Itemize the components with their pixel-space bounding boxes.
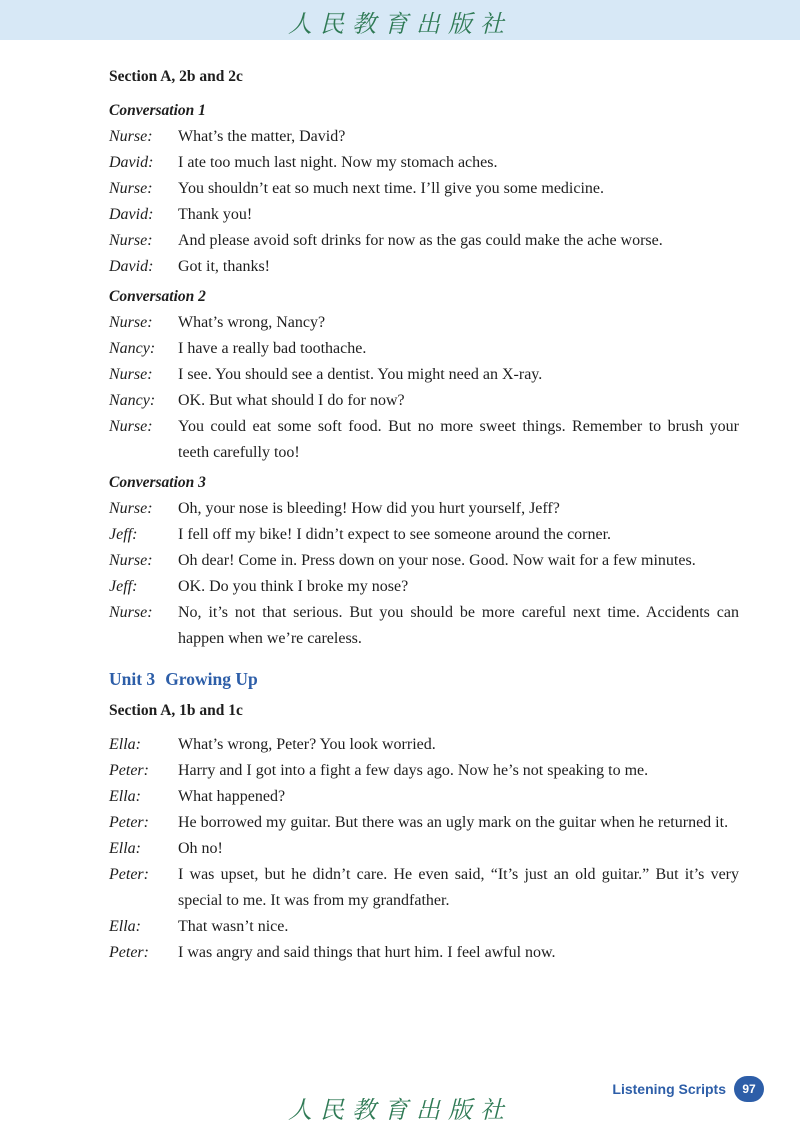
- dialogue-line: [109, 548, 739, 574]
- dialogue-line: [109, 414, 739, 466]
- dialogue-text: What happened?: [178, 788, 286, 805]
- speaker-label: Jeff:: [109, 578, 138, 595]
- dialogue-line: [109, 496, 739, 522]
- dialogue-text: No, it’s not that serious. But you should be more careful next time. Accidents can happen when we’re careless.: [178, 604, 739, 647]
- dialogue-line: [109, 336, 739, 362]
- conversation-3: [109, 470, 739, 652]
- conversation-2: [109, 284, 739, 466]
- dialogue-text: And please avoid soft drinks for now as the gas could make the ache worse.: [178, 232, 663, 249]
- speaker-label: Peter:: [109, 814, 149, 831]
- dialogue-text: Thank you!: [178, 206, 253, 223]
- speaker-label: Nurse:: [109, 366, 153, 383]
- speaker-label: Peter:: [109, 866, 149, 883]
- conversation-1: [109, 98, 739, 280]
- speaker-label: David:: [109, 154, 154, 171]
- speaker-label: Nurse:: [109, 180, 153, 197]
- dialogue-text: I have a really bad toothache.: [178, 340, 367, 357]
- speaker-label: Nurse:: [109, 552, 153, 569]
- dialogue-line: [109, 228, 739, 254]
- dialogue-line: [109, 310, 739, 336]
- dialogue-line: [109, 388, 739, 414]
- dialogue-text: He borrowed my guitar. But there was an ugly mark on the guitar when he returned it.: [178, 814, 729, 831]
- speaker-label: Nancy:: [109, 340, 156, 357]
- dialogue-line: [109, 522, 739, 548]
- dialogue-text: I was angry and said things that hurt him. I feel awful now.: [178, 944, 556, 961]
- dialogue-text: OK. Do you think I broke my nose?: [178, 578, 409, 595]
- page-footer: [612, 1075, 764, 1103]
- speaker-label: David:: [109, 258, 154, 275]
- dialogue-text: That wasn’t nice.: [178, 918, 289, 935]
- dialogue-text: What’s wrong, Peter? You look worried.: [178, 736, 436, 753]
- speaker-label: Nurse:: [109, 500, 153, 517]
- speaker-label: Nurse:: [109, 314, 153, 331]
- speaker-label: Nurse:: [109, 604, 153, 621]
- dialogue-line: [109, 254, 739, 280]
- unit3-dialogue: [109, 732, 739, 966]
- dialogue-text: Oh dear! Come in. Press down on your nose. Good. Now wait for a few minutes.: [178, 552, 696, 569]
- dialogue-text: OK. But what should I do for now?: [178, 392, 405, 409]
- section-title: Section A, 1b and 1c: [109, 702, 243, 719]
- speaker-label: Ella:: [109, 840, 141, 857]
- speaker-label: David:: [109, 206, 154, 223]
- dialogue-text: I was upset, but he didn’t care. He even said, “It’s just an old guitar.” But it’s very special to me. It was from my grandfather.: [178, 866, 739, 909]
- conversation-title: Conversation 1: [109, 102, 206, 119]
- speaker-label: Ella:: [109, 736, 141, 753]
- dialogue-line: [109, 202, 739, 228]
- dialogue-line: [109, 600, 739, 652]
- dialogue-text: Harry and I got into a fight a few days ago. Now he’s not speaking to me.: [178, 762, 649, 779]
- dialogue-text: Oh, your nose is bleeding! How did you hurt yourself, Jeff?: [178, 500, 560, 517]
- publisher-logo-top: 人民教育出版社: [288, 10, 512, 38]
- speaker-label: Nurse:: [109, 128, 153, 145]
- dialogue-line: [109, 362, 739, 388]
- dialogue-line: [109, 176, 739, 202]
- speaker-label: Nurse:: [109, 418, 153, 435]
- speaker-label: Jeff:: [109, 526, 138, 543]
- speaker-label: Nancy:: [109, 392, 156, 409]
- unit-heading: [109, 666, 739, 692]
- unit-number: Unit 3: [109, 669, 156, 689]
- dialogue-line: [109, 574, 739, 600]
- speaker-label: Ella:: [109, 918, 141, 935]
- dialogue-line: [109, 784, 739, 810]
- dialogue-line: [109, 150, 739, 176]
- section-title: Section A, 2b and 2c: [109, 68, 243, 85]
- conversation-title: Conversation 2: [109, 288, 206, 305]
- dialogue-text: Got it, thanks!: [178, 258, 270, 275]
- dialogue-text: Oh no!: [178, 840, 223, 857]
- dialogue-text: I ate too much last night. Now my stomach aches.: [178, 154, 498, 171]
- dialogue-line: [109, 914, 739, 940]
- dialogue-line: [109, 836, 739, 862]
- dialogue-text: You could eat some soft food. But no more sweet things. Remember to brush your teeth carefully too!: [178, 418, 739, 461]
- page-number-badge: 97: [734, 1076, 764, 1102]
- speaker-label: Ella:: [109, 788, 141, 805]
- dialogue-text: What’s wrong, Nancy?: [178, 314, 326, 331]
- dialogue-line: [109, 758, 739, 784]
- speaker-label: Nurse:: [109, 232, 153, 249]
- speaker-label: Peter:: [109, 762, 149, 779]
- dialogue-line: [109, 940, 739, 966]
- dialogue-text: You shouldn’t eat so much next time. I’ll give you some medicine.: [178, 180, 605, 197]
- dialogue-line: [109, 124, 739, 150]
- speaker-label: Peter:: [109, 944, 149, 961]
- dialogue-line: [109, 862, 739, 914]
- unit-title: Growing Up: [165, 669, 258, 689]
- footer-label: Listening Scripts: [612, 1081, 726, 1097]
- page-content: [109, 64, 739, 966]
- dialogue-text: I fell off my bike! I didn’t expect to see someone around the corner.: [178, 526, 612, 543]
- dialogue-line: [109, 732, 739, 758]
- publisher-logo-bottom: 人民教育出版社: [288, 1096, 512, 1124]
- dialogue-text: What’s the matter, David?: [178, 128, 346, 145]
- conversation-title: Conversation 3: [109, 474, 206, 491]
- dialogue-text: I see. You should see a dentist. You might need an X-ray.: [178, 366, 543, 383]
- dialogue-line: [109, 810, 739, 836]
